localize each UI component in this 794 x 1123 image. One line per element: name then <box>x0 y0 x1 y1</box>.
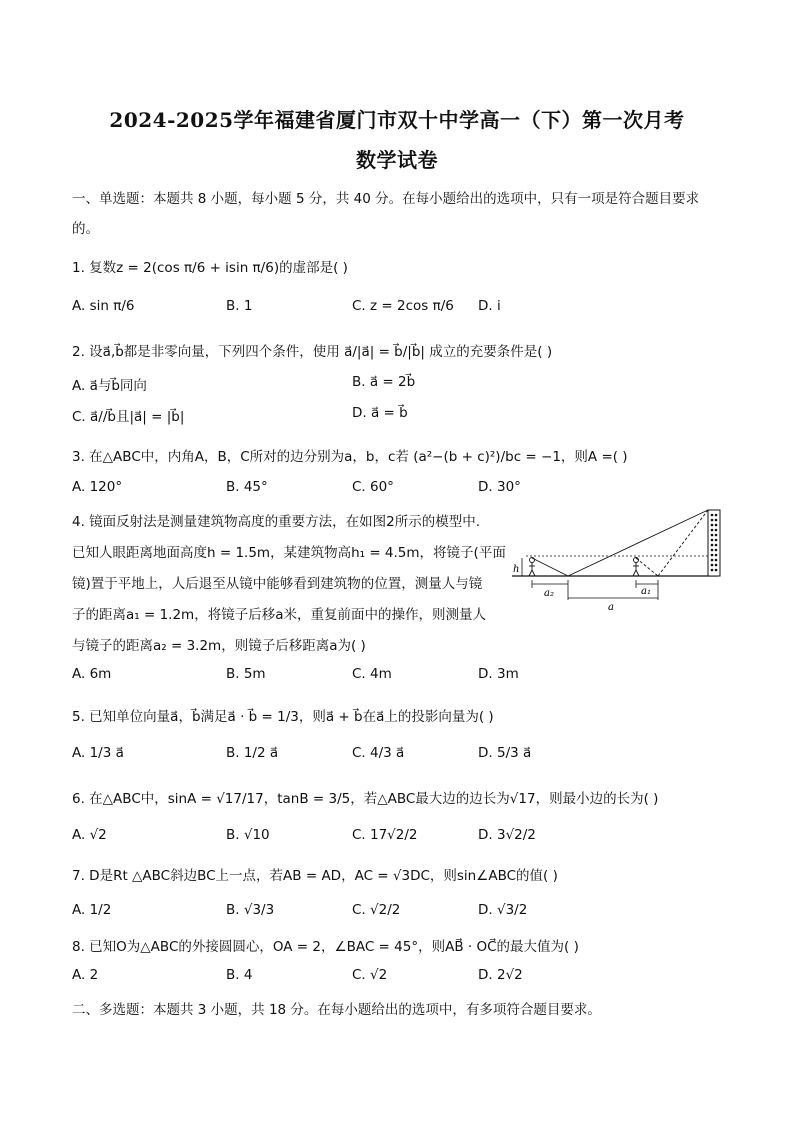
section1-heading: 一、单选题：本题共 8 小题，每小题 5 分，共 40 分。在每小题给出的选项中，只有一项是符合题目要求 <box>72 191 700 207</box>
q8-option-a: A. 2 <box>72 967 99 983</box>
question-2-stem: 2. 设a⃗,b⃗都是非零向量，下列四个条件，使用 a⃗/|a⃗| = b⃗/|b⃗| 成立的充要条件是( ) <box>72 344 553 360</box>
person-1 <box>529 558 535 577</box>
q2-option-b: B. a⃗ = 2b⃗ <box>352 374 416 390</box>
person-2 <box>633 558 639 577</box>
question-7-stem: 7. D是Rt △ABC斜边BC上一点，若AB = AD，AC = √3DC，则sin∠ABC的值( ) <box>72 868 558 884</box>
q6-option-d: D. 3√2/2 <box>478 827 536 843</box>
question-4-line-5: 与镜子的距离a₂ = 3.2m，则镜子后移距离a为( ) <box>72 638 366 654</box>
q7-option-d: D. √3/2 <box>478 902 528 918</box>
q4-option-a: A. 6m <box>72 666 112 682</box>
label-h: h <box>513 564 520 575</box>
q1-option-c: C. z = 2cos π/6 <box>352 298 454 314</box>
label-a: a <box>608 602 614 612</box>
mirror-reflection-figure <box>508 506 724 612</box>
q4-option-b: B. 5m <box>226 666 266 682</box>
ray-1-eye <box>532 558 568 576</box>
q8-option-c: C. √2 <box>352 967 388 983</box>
q7-option-a: A. 1/2 <box>72 902 112 918</box>
q4-option-c: C. 4m <box>352 666 392 682</box>
q3-option-c: C. 60° <box>352 479 394 495</box>
q7-option-c: C. √2/2 <box>352 902 401 918</box>
question-4-line-4: 子的距离a₁ = 1.2m，将镜子后移a米，重复前面中的操作，则测量人 <box>72 607 486 623</box>
question-3-stem: 3. 在△ABC中，内角A，B，C所对的边分别为a，b，c若 (a²−(b + c)²)/bc = −1，则A =( ) <box>72 449 628 465</box>
q5-option-c: C. 4/3 a⃗ <box>352 745 405 761</box>
q8-option-b: B. 4 <box>226 967 253 983</box>
q1-option-a: A. sin π/6 <box>72 298 135 314</box>
question-8-stem: 8. 已知O为△ABC的外接圆圆心，OA = 2，∠BAC = 45°，则AB⃗ · OC⃗的最大值为( ) <box>72 939 579 955</box>
q5-option-b: B. 1/2 a⃗ <box>226 745 279 761</box>
question-4-line-3: 镜)置于平地上，人后退至从镜中能够看到建筑物的位置，测量人与镜 <box>72 576 483 592</box>
q6-option-a: A. √2 <box>72 827 107 843</box>
exam-subtitle: 数学试卷 <box>356 148 438 172</box>
ray-2-eye <box>636 558 658 576</box>
question-1-stem: 1. 复数z = 2(cos π/6 + isin π/6)的虚部是( ) <box>72 260 348 276</box>
q2-option-d: D. a⃗ = b⃗ <box>352 405 408 421</box>
q3-option-d: D. 30° <box>478 479 521 495</box>
question-4-line-2: 已知人眼距离地面高度h = 1.5m，某建筑物高h₁ = 4.5m，将镜子(平面 <box>72 545 506 561</box>
question-5-stem: 5. 已知单位向量a⃗，b⃗满足a⃗ · b⃗ = 1/3，则a⃗ + b⃗在a⃗上的投影向量为( ) <box>72 709 494 725</box>
question-4-line-1: 4. 镜面反射法是测量建筑物高度的重要方法，在如图2所示的模型中. <box>72 514 481 530</box>
section2-heading: 二、多选题：本题共 3 小题，共 18 分。在每小题给出的选项中，有多项符合题目要求。 <box>72 1002 601 1018</box>
label-a2: a₂ <box>544 588 554 599</box>
question-6-stem: 6. 在△ABC中，sinA = √17/17，tanB = 3/5，若△ABC最大边的边长为√17，则最小边的长为( ) <box>72 791 659 807</box>
q5-option-a: A. 1/3 a⃗ <box>72 745 124 761</box>
q4-option-d: D. 3m <box>478 666 519 682</box>
q5-option-d: D. 5/3 a⃗ <box>478 745 532 761</box>
q7-option-b: B. √3/3 <box>226 902 275 918</box>
q2-option-c: C. a⃗//b⃗且|a⃗| = |b⃗| <box>72 409 185 425</box>
label-a1: a₁ <box>641 586 651 597</box>
q3-option-a: A. 120° <box>72 479 123 495</box>
q1-option-b: B. 1 <box>226 298 253 314</box>
exam-title: 2024-2025学年福建省厦门市双十中学高一（下）第一次月考 <box>109 108 685 132</box>
building <box>708 510 720 576</box>
q1-option-d: D. i <box>478 298 501 314</box>
q8-option-d: D. 2√2 <box>478 967 523 983</box>
q6-option-b: B. √10 <box>226 827 270 843</box>
q6-option-c: C. 17√2/2 <box>352 827 418 843</box>
ray-2 <box>658 510 708 576</box>
q2-option-a: A. a⃗与b⃗同向 <box>72 378 147 394</box>
q3-option-b: B. 45° <box>226 479 268 495</box>
section1-heading-cont: 的。 <box>72 221 99 237</box>
